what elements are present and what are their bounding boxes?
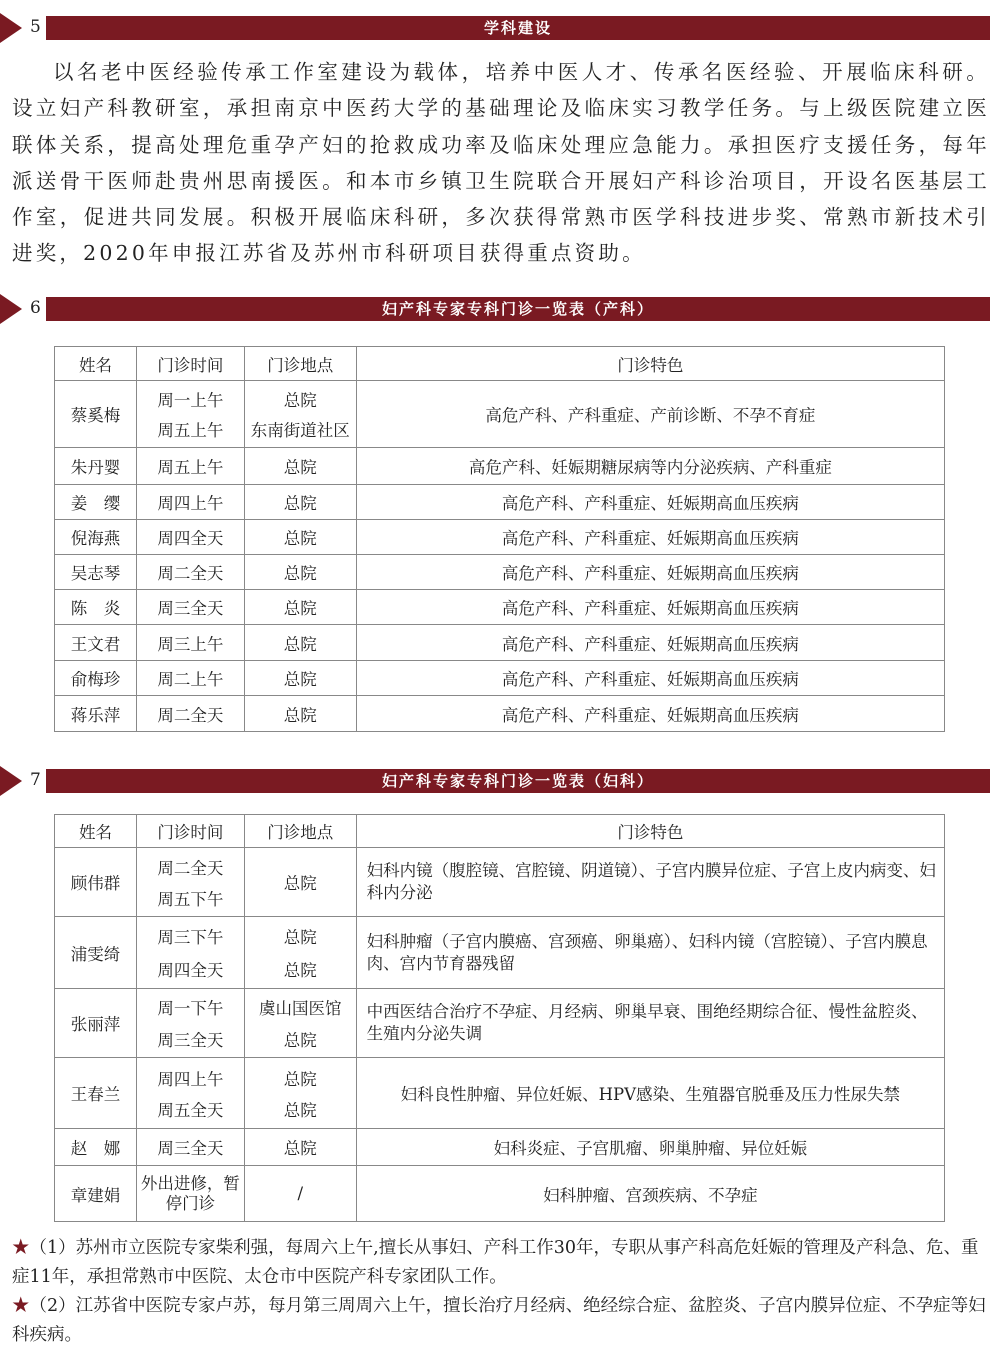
doctor-name: 蒋乐萍: [55, 696, 137, 732]
section-arrow-icon: [0, 294, 22, 324]
clinic-location: 总院: [244, 448, 356, 485]
clinic-location: /: [244, 1166, 356, 1222]
section-header-5: [0, 13, 990, 43]
doctor-name: 吴志琴: [55, 555, 137, 590]
clinic-time: 周四上午: [157, 1069, 224, 1089]
column-header: 门诊地点: [244, 815, 356, 848]
clinic-feature: 高危产科、产科重症、产前诊断、不孕不育症: [356, 381, 944, 448]
section-header-6: [0, 294, 990, 324]
doctor-name: 浦雯绮: [55, 917, 137, 989]
clinic-time: 周五上午: [136, 448, 244, 485]
clinic-feature: 高危产科、妊娠期糖尿病等内分泌疾病、产科重症: [356, 448, 944, 485]
doctor-name: 朱丹婴: [55, 448, 137, 485]
clinic-location: 总院: [244, 625, 356, 661]
section-arrow-icon: [0, 13, 22, 43]
section-title: 妇产科专家专科门诊一览表（产科）: [381, 300, 654, 318]
clinic-location: 虞山国医馆: [258, 999, 342, 1018]
doctor-name: 顾伟群: [55, 848, 137, 917]
clinic-location: 总院: [283, 1100, 317, 1120]
clinic-time: 周三全天: [136, 1129, 244, 1166]
table-row: [55, 917, 945, 989]
column-header: 门诊地点: [244, 347, 356, 381]
clinic-time: 周二全天: [136, 555, 244, 590]
clinic-time: 周四上午: [136, 485, 244, 520]
clinic-location: 总院: [283, 961, 317, 980]
clinic-location: 总院: [244, 485, 356, 520]
clinic-feature: 妇科良性肿瘤、异位妊娠、HPV感染、生殖器官脱垂及压力性尿失禁: [356, 1058, 944, 1129]
table-row: [55, 1129, 945, 1166]
clinic-time: 外出进修，暂停门诊: [136, 1166, 244, 1222]
gynecology-clinic-table: [54, 814, 945, 1222]
doctor-name: 章建娟: [55, 1166, 137, 1222]
table-row: [55, 1166, 945, 1222]
column-header: 姓名: [55, 815, 137, 848]
column-header: 门诊特色: [356, 815, 944, 848]
clinic-feature: 高危产科、产科重症、妊娠期高血压疾病: [356, 625, 944, 661]
clinic-location: 总院: [244, 520, 356, 555]
star-icon: ★: [12, 1238, 30, 1258]
intro-paragraph: 以名老中医经验传承工作室建设为载体，培养中医人才、传承名医经验、开展临床科研。设立妇产科教研室，承担南京中医药大学的基础理论及临床实习教学任务。与上级医院建立医联体关系，提高处理危重孕产妇的抢救成功率及临床处理应急能力。承担医疗支援任务，每年派送骨干医师赴贵州思南援医。和本市乡镇卫生院联合开展妇产科诊治项目，开设名医基层工作室，促进共同发展。积极开展临床科研，多次获得常熟市医学科技进步奖、常熟市新技术引进奖，2020年申报江苏省及苏州市科研项目获得重点资助。: [12, 60, 990, 266]
column-header: 门诊时间: [136, 815, 244, 848]
table-header-row: [55, 347, 945, 381]
clinic-location: 东南街道社区: [250, 421, 350, 440]
clinic-time: 周二上午: [136, 661, 244, 696]
clinic-feature: 高危产科、产科重症、妊娠期高血压疾病: [356, 520, 944, 555]
clinic-location: 总院: [244, 696, 356, 732]
note-text: （1）苏州市立医院专家柴利强，每周六上午,擅长从事妇、产科工作30年，专职从事产科高危妊娠的管理及产科急、危、重症11年，承担常熟市中医院、太仓市中医院产科专家团队工作。: [12, 1238, 979, 1287]
table-row: [55, 989, 945, 1058]
doctor-name: 蔡奚梅: [55, 381, 137, 448]
clinic-feature: 高危产科、产科重症、妊娠期高血压疾病: [356, 590, 944, 625]
clinic-feature: 妇科肿瘤、宫颈疾病、不孕症: [356, 1166, 944, 1222]
clinic-feature: 高危产科、产科重症、妊娠期高血压疾病: [356, 485, 944, 520]
clinic-feature: 高危产科、产科重症、妊娠期高血压疾病: [356, 661, 944, 696]
doctor-name: 陈 炎: [55, 590, 137, 625]
clinic-location: 总院: [283, 391, 317, 410]
note-item: [12, 1292, 990, 1350]
table-row: [55, 590, 945, 625]
section-number: 6: [30, 298, 41, 318]
clinic-time: 周二全天: [157, 858, 224, 878]
table-row: [55, 381, 945, 448]
table-row: [55, 485, 945, 520]
clinic-feature: 妇科内镜（腹腔镜、宫腔镜、阴道镜）、子宫内膜异位症、子宫上皮内病变、妇科内分泌: [356, 848, 944, 917]
column-header: 姓名: [55, 347, 137, 381]
clinic-time: 周二全天: [136, 696, 244, 732]
section-header-7: [0, 766, 990, 796]
section-arrow-icon: [0, 766, 22, 796]
clinic-time: 周三全天: [157, 1031, 224, 1050]
note-text: （2）江苏省中医院专家卢苏，每月第三周周六上午，擅长治疗月经病、绝经综合症、盆腔炎、子宫内膜异位症、不孕症等妇科疾病。: [12, 1296, 986, 1345]
clinic-time: 周五下午: [157, 889, 224, 909]
doctor-name: 张丽萍: [55, 989, 137, 1058]
table-row: [55, 1058, 945, 1129]
notes: [12, 1234, 990, 1350]
doctor-name: 王春兰: [55, 1058, 137, 1129]
table-row: [55, 848, 945, 917]
clinic-feature: 妇科肿瘤（子宫内膜癌、宫颈癌、卵巢癌）、妇科内镜（宫腔镜）、子宫内膜息肉、宫内节育器残留: [356, 917, 944, 989]
doctor-name: 赵 娜: [55, 1129, 137, 1166]
clinic-time: 周一下午: [157, 999, 224, 1018]
table-row: [55, 520, 945, 555]
table-row: [55, 625, 945, 661]
star-icon: ★: [12, 1296, 30, 1316]
clinic-time: 周五上午: [157, 421, 224, 440]
clinic-location: 总院: [244, 1129, 356, 1166]
table-row: [55, 696, 945, 732]
clinic-feature: 中西医结合治疗不孕症、月经病、卵巢早衰、围绝经期综合征、慢性盆腔炎、生殖内分泌失调: [356, 989, 944, 1058]
clinic-location: 总院: [283, 1069, 317, 1089]
clinic-location: 总院: [283, 1031, 317, 1050]
clinic-time: 周四全天: [136, 520, 244, 555]
table-row: [55, 661, 945, 696]
clinic-time: 周三上午: [136, 625, 244, 661]
clinic-time: 周三全天: [136, 590, 244, 625]
doctor-name: 俞梅珍: [55, 661, 137, 696]
clinic-feature: 高危产科、产科重症、妊娠期高血压疾病: [356, 696, 944, 732]
column-header: 门诊时间: [136, 347, 244, 381]
section-title: 妇产科专家专科门诊一览表（妇科）: [381, 772, 654, 790]
doctor-name: 姜 缨: [55, 485, 137, 520]
clinic-location: 总院: [244, 848, 356, 917]
clinic-location: 总院: [244, 590, 356, 625]
doctor-name: 王文君: [55, 625, 137, 661]
column-header: 门诊特色: [356, 347, 944, 381]
section-number: 5: [30, 17, 41, 37]
obstetrics-clinic-table: [54, 346, 945, 732]
doctor-name: 倪海燕: [55, 520, 137, 555]
clinic-feature: 妇科炎症、子宫肌瘤、卵巢肿瘤、异位妊娠: [356, 1129, 944, 1166]
note-item: [12, 1234, 990, 1292]
section-title: 学科建设: [483, 19, 552, 37]
clinic-feature: 高危产科、产科重症、妊娠期高血压疾病: [356, 555, 944, 590]
table-row: [55, 555, 945, 590]
clinic-location: 总院: [283, 928, 317, 947]
clinic-time: 周五全天: [157, 1100, 224, 1120]
table-row: [55, 448, 945, 485]
clinic-time: 周三下午: [157, 928, 224, 947]
clinic-time: 周四全天: [157, 961, 224, 980]
clinic-time: 周一上午: [157, 391, 224, 410]
section-number: 7: [30, 770, 41, 790]
clinic-location: 总院: [244, 661, 356, 696]
table-header-row: [55, 815, 945, 848]
clinic-location: 总院: [244, 555, 356, 590]
